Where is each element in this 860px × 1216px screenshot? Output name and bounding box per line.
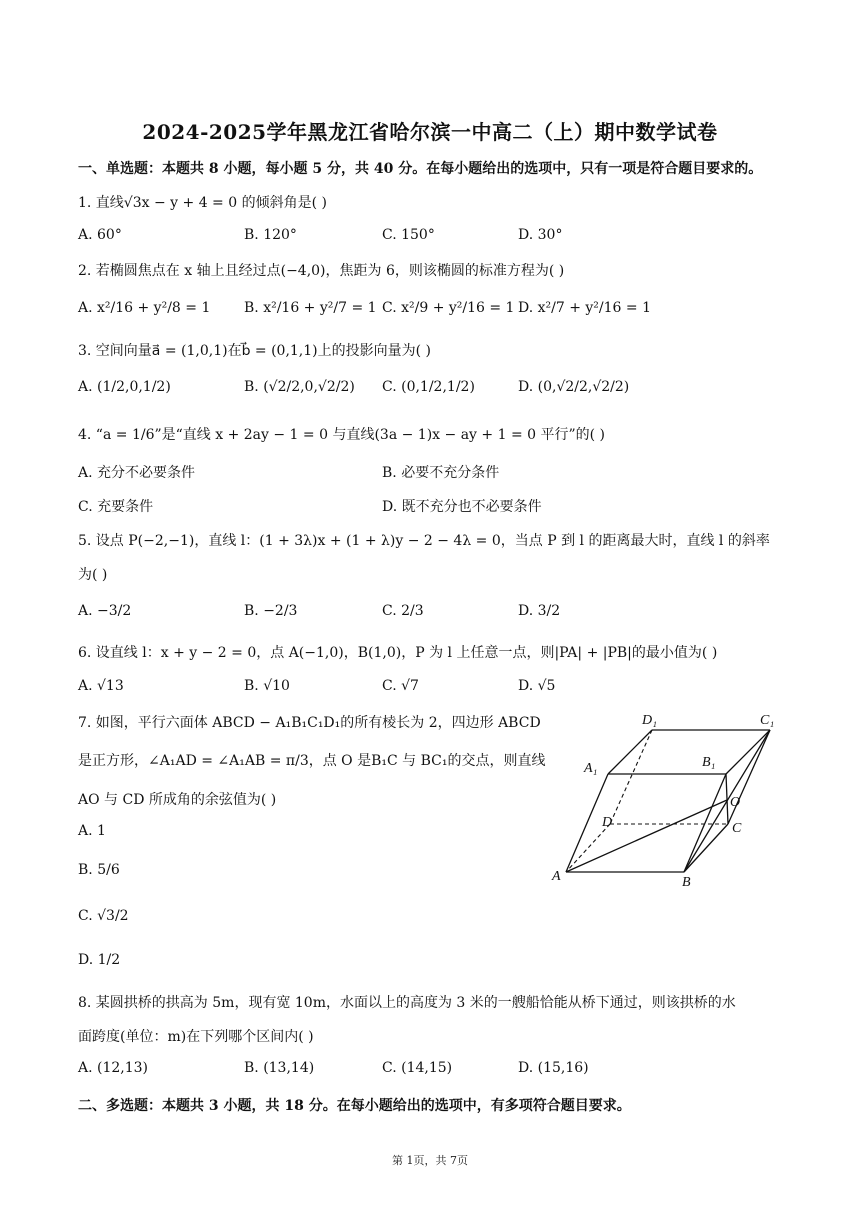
q8-stem-line2: 面跨度(单位：m)在下列哪个区间内( ): [78, 1029, 314, 1045]
q7-option-b: B. 5/6: [78, 862, 120, 878]
q8-option-b: B. (13,14): [244, 1060, 315, 1076]
q2-option-b: B. x²/16 + y²/7 = 1: [244, 300, 377, 316]
q7-option-d: D. 1/2: [78, 952, 121, 968]
q3-option-d: D. (0,√2/2,√2/2): [518, 379, 630, 395]
hidden-edge-d-a: [566, 824, 610, 872]
q6-option-b: B. √10: [244, 678, 290, 694]
q7-stem-line3: AO 与 CD 所成角的余弦值为( ): [78, 792, 277, 808]
q7-option-c: C. √3/2: [78, 908, 129, 924]
q5-option-d: D. 3/2: [518, 603, 561, 619]
q8-option-a: A. (12,13): [78, 1060, 149, 1076]
q3-stem: 3. 空间向量a⃗ = (1,0,1)在b⃗ = (0,1,1)上的投影向量为( ): [78, 343, 432, 359]
label-b1: B₁: [702, 755, 716, 770]
q1-option-b: B. 120°: [244, 227, 297, 243]
label-c1: C₁: [760, 713, 775, 728]
q2-option-c: C. x²/9 + y²/16 = 1: [382, 300, 515, 316]
label-o: O: [730, 795, 741, 810]
q6-stem: 6. 设直线 l：x + y − 2 = 0，点 A(−1,0)，B(1,0)，P 为 l 上任意一点，则|PA| + |PB|的最小值为( ): [78, 645, 718, 661]
q8-stem-line1: 8. 某圆拱桥的拱高为 5m，现有宽 10m，水面以上的高度为 3 米的一艘船恰能从桥下通过，则该拱桥的水: [78, 995, 736, 1011]
q5-option-c: C. 2/3: [382, 603, 424, 619]
q3-option-c: C. (0,1/2,1/2): [382, 379, 475, 395]
edge-a1-d1: [608, 730, 652, 774]
q5-option-a: A. −3/2: [78, 603, 132, 619]
q1-stem: 1. 直线√3x − y + 4 = 0 的倾斜角是( ): [78, 195, 327, 211]
label-b: B: [682, 875, 691, 888]
q4-option-c: C. 充要条件: [78, 499, 154, 515]
q6-option-c: C. √7: [382, 678, 419, 694]
edge-b1-b: [684, 774, 726, 872]
q2-stem: 2. 若椭圆焦点在 x 轴上且经过点(−4,0)，焦距为 6，则该椭圆的标准方程为( ): [78, 263, 565, 279]
q8-option-d: D. (15,16): [518, 1060, 589, 1076]
q3-option-b: B. (√2/2,0,√2/2): [244, 379, 355, 395]
q6-option-d: D. √5: [518, 678, 556, 694]
q3-option-a: A. (1/2,0,1/2): [78, 379, 171, 395]
q4-option-b: B. 必要不充分条件: [382, 465, 500, 481]
q7-option-a: A. 1: [78, 823, 106, 839]
q4-stem: 4. “a = 1/6”是“直线 x + 2ay − 1 = 0 与直线(3a − 1)x − ay + 1 = 0 平行”的( ): [78, 427, 606, 443]
diag-b-c1: [684, 730, 770, 872]
parallelepiped-figure: [548, 708, 788, 888]
q7-stem-line1: 7. 如图，平行六面体 ABCD − A₁B₁C₁D₁的所有棱长为 2，四边形 ABCD: [78, 715, 541, 731]
q7-stem-line2: 是正方形，∠A₁AD = ∠A₁AB = π/3，点 O 是B₁C 与 BC₁的交点，则直线: [78, 753, 546, 769]
q1-option-d: D. 30°: [518, 227, 563, 243]
q2-option-a: A. x²/16 + y²/8 = 1: [78, 300, 211, 316]
q4-option-d: D. 既不充分也不必要条件: [382, 499, 542, 515]
q6-option-a: A. √13: [78, 678, 124, 694]
q5-stem-line1: 5. 设点 P(−2,−1)，直线 l：(1 + 3λ)x + (1 + λ)y − 2 − 4λ = 0，当点 P 到 l 的距离最大时，直线 l 的斜率: [78, 533, 770, 549]
q8-option-c: C. (14,15): [382, 1060, 453, 1076]
q5-option-b: B. −2/3: [244, 603, 298, 619]
page-title: 2024-2025学年黑龙江省哈尔滨一中高二（上）期中数学试卷: [142, 120, 718, 144]
label-d1: D₁: [642, 713, 657, 728]
q5-stem-line2: 为( ): [78, 567, 108, 583]
label-d: D: [602, 815, 613, 830]
label-c: C: [732, 821, 742, 836]
segment-a-o: [566, 800, 727, 872]
label-a: A: [552, 869, 561, 884]
page-footer: 第 1页，共 7页: [392, 1154, 468, 1167]
edge-b-c: [684, 824, 728, 872]
q2-option-d: D. x²/7 + y²/16 = 1: [518, 300, 651, 316]
label-a1: A₁: [584, 761, 598, 776]
section-1-heading: 一、单选题：本题共 8 小题，每小题 5 分，共 40 分。在每小题给出的选项中，只有一项是符合题目要求的。: [78, 161, 763, 177]
section-2-heading: 二、多选题：本题共 3 小题，共 18 分。在每小题给出的选项中，有多项符合题目要求。: [78, 1098, 631, 1114]
q1-option-a: A. 60°: [78, 227, 122, 243]
q4-option-a: A. 充分不必要条件: [78, 465, 196, 481]
q1-option-c: C. 150°: [382, 227, 435, 243]
hidden-edge-d1-d: [610, 730, 652, 824]
